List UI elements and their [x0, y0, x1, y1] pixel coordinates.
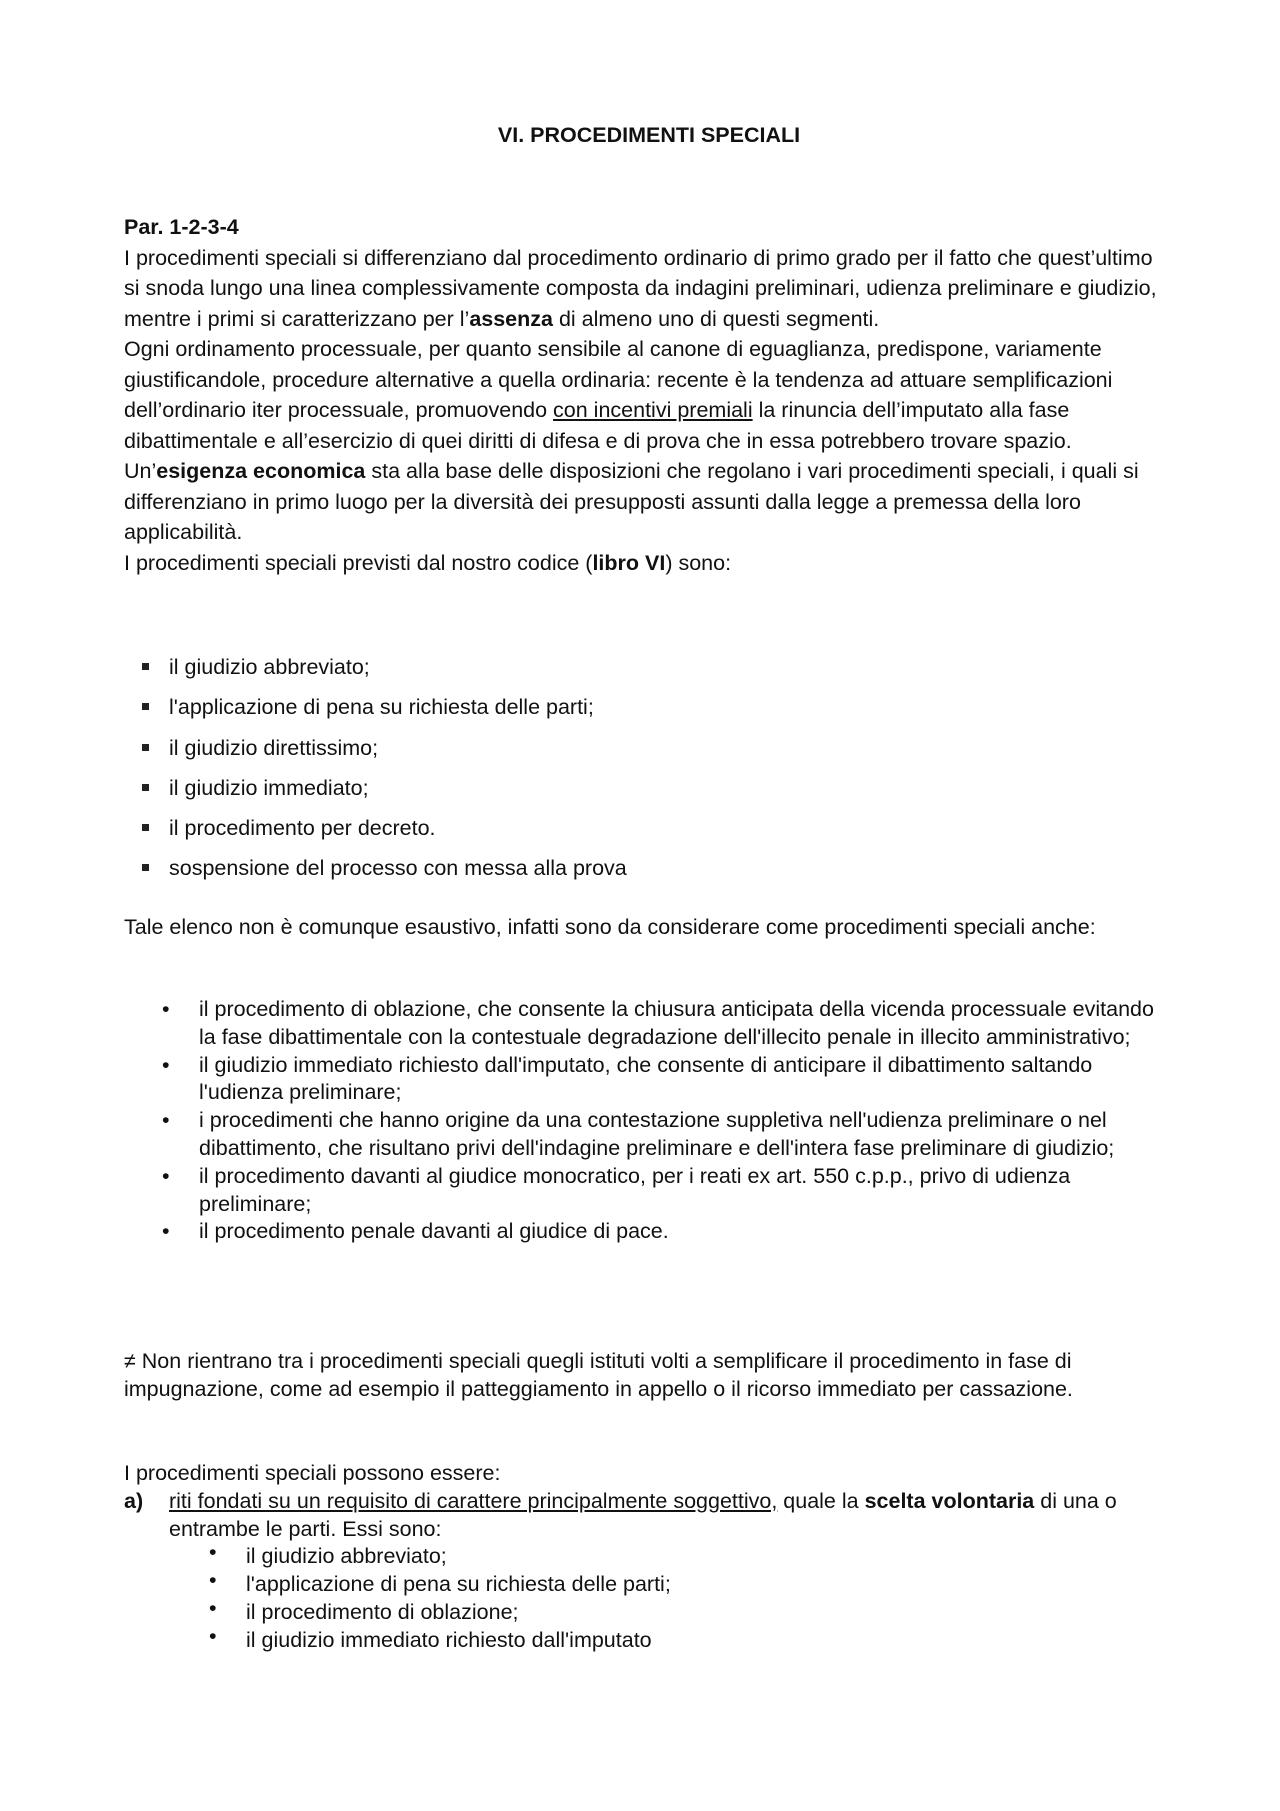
bullet-icon: • — [209, 1540, 217, 1565]
bullet-icon: • — [162, 1163, 170, 1188]
list-item: • il procedimento di oblazione; — [209, 1595, 519, 1624]
bullet-icon: • — [162, 1219, 170, 1244]
list-item: • il giudizio immediato richiesto dall'imputato, che consente di anticipare il dibattimento saltando l'udienza preliminare; — [162, 1052, 1093, 1105]
list-item: • il giudizio immediato richiesto dall'imputato — [209, 1623, 652, 1652]
classification-section — [124, 1460, 1174, 1655]
list-item: il giudizio direttissimo; — [124, 733, 1174, 773]
square-bullet-icon — [142, 663, 149, 670]
item-a-marker: a) — [124, 1488, 144, 1513]
other-list-section — [124, 996, 1174, 1246]
paragraph-3: Un’esigenza economica sta alla base delle disposizioni che regolano i vari procedimenti speciali, i quali si differenziano in primo luogo per la diversità dei presupposti assunti dalla legge a premessa della loro applicabilità. — [124, 459, 1139, 544]
paragraph-5-section — [124, 912, 1174, 943]
bullet-icon: • — [162, 1108, 170, 1133]
square-bullet-icon — [142, 824, 149, 831]
sub-list — [124, 1540, 1174, 1654]
list-item: • il procedimento davanti al giudice monocratico, per i reati ex art. 550 c.p.p., privo di udienza preliminare; — [162, 1163, 1071, 1216]
square-bullet-icon — [142, 703, 149, 710]
bullet-icon: • — [209, 1623, 217, 1648]
paragraph-7: I procedimenti speciali possono essere: — [124, 1461, 501, 1485]
list-item: • il procedimento di oblazione, che consente la chiusura anticipata della vicenda processuale evitando la fase dibattimentale con la contestuale degradazione dell'illecito penale in illecito amministrativo; — [162, 997, 1154, 1049]
list-item: • l'applicazione di pena su richiesta delle parti; — [209, 1568, 671, 1597]
bullet-icon: • — [162, 1052, 170, 1077]
list-item: l'applicazione di pena su richiesta delle parti; — [124, 692, 1174, 732]
paragraph-6: ≠ Non rientrano tra i procedimenti speciali quegli istituti volti a semplificare il procedimento in fase di impugnazione, come ad esempio il patteggiamento in appello o il ricorso immediato per cassazione. — [124, 1349, 1073, 1401]
bullet-icon: • — [209, 1568, 217, 1593]
bullet-icon: • — [209, 1595, 217, 1620]
section-heading: Par. 1-2-3-4 — [124, 215, 239, 239]
page-title: VI. PROCEDIMENTI SPECIALI — [497, 123, 801, 147]
codice-list — [124, 652, 1174, 894]
list-item: sospensione del processo con messa alla prova — [124, 853, 1174, 893]
paragraph-5: Tale elenco non è comunque esaustivo, infatti sono da considerare come procedimenti speciali anche: — [124, 915, 1096, 939]
paragraph-6-section — [124, 1348, 1174, 1404]
list-item: il giudizio immediato; — [124, 773, 1174, 813]
list-item: • i procedimenti che hanno origine da una contestazione suppletiva nell'udienza preliminare o nel dibattimento, che risultano privi dell'indagine preliminare e dell'intera fase preliminare di giudizio; — [162, 1108, 1115, 1160]
other-list — [124, 996, 1174, 1246]
paragraph-2: Ogni ordinamento processuale, per quanto sensibile al canone di eguaglianza, predispone, variamente giustificandole, procedure alternative a quella ordinaria: recente è la tendenza ad attuare semplificazioni dell’ordinario iter processuale, promuovendo con incentivi premiali la rinuncia dell’imputato alla fase dibattimentale e all’esercizio di quei diritti di difesa e di prova che in essa potrebbero trovare spazio. — [124, 337, 1113, 453]
item-a: a) riti fondati su un requisito di carattere principalmente soggettivo, quale la scelta volontaria di una o entrambe le parti. Essi sono: — [124, 1488, 1117, 1541]
list-item: il giudizio abbreviato; — [124, 652, 1174, 692]
list-item: • il procedimento penale davanti al giudice di pace. — [124, 1218, 1174, 1246]
list-item: il procedimento per decreto. — [124, 813, 1174, 853]
square-bullet-icon — [142, 744, 149, 751]
paragraph-1: I procedimenti speciali si differenziano dal procedimento ordinario di primo grado per il fatto che quest’ultimo si snoda lungo una linea complessivamente composta da indagini preliminari, udienza preliminare e giudizio, mentre i primi si caratterizzano per l’assenza di almeno uno di questi segmenti. — [124, 245, 1157, 331]
bullet-icon: • — [162, 997, 170, 1021]
square-bullet-icon — [142, 864, 149, 871]
square-bullet-icon — [142, 784, 149, 791]
intro-section — [124, 212, 1174, 578]
paragraph-4: I procedimenti speciali previsti dal nostro codice (libro VI) sono: — [124, 550, 732, 575]
list-item: • il giudizio abbreviato; — [209, 1540, 447, 1569]
codice-list-section — [124, 652, 1174, 894]
